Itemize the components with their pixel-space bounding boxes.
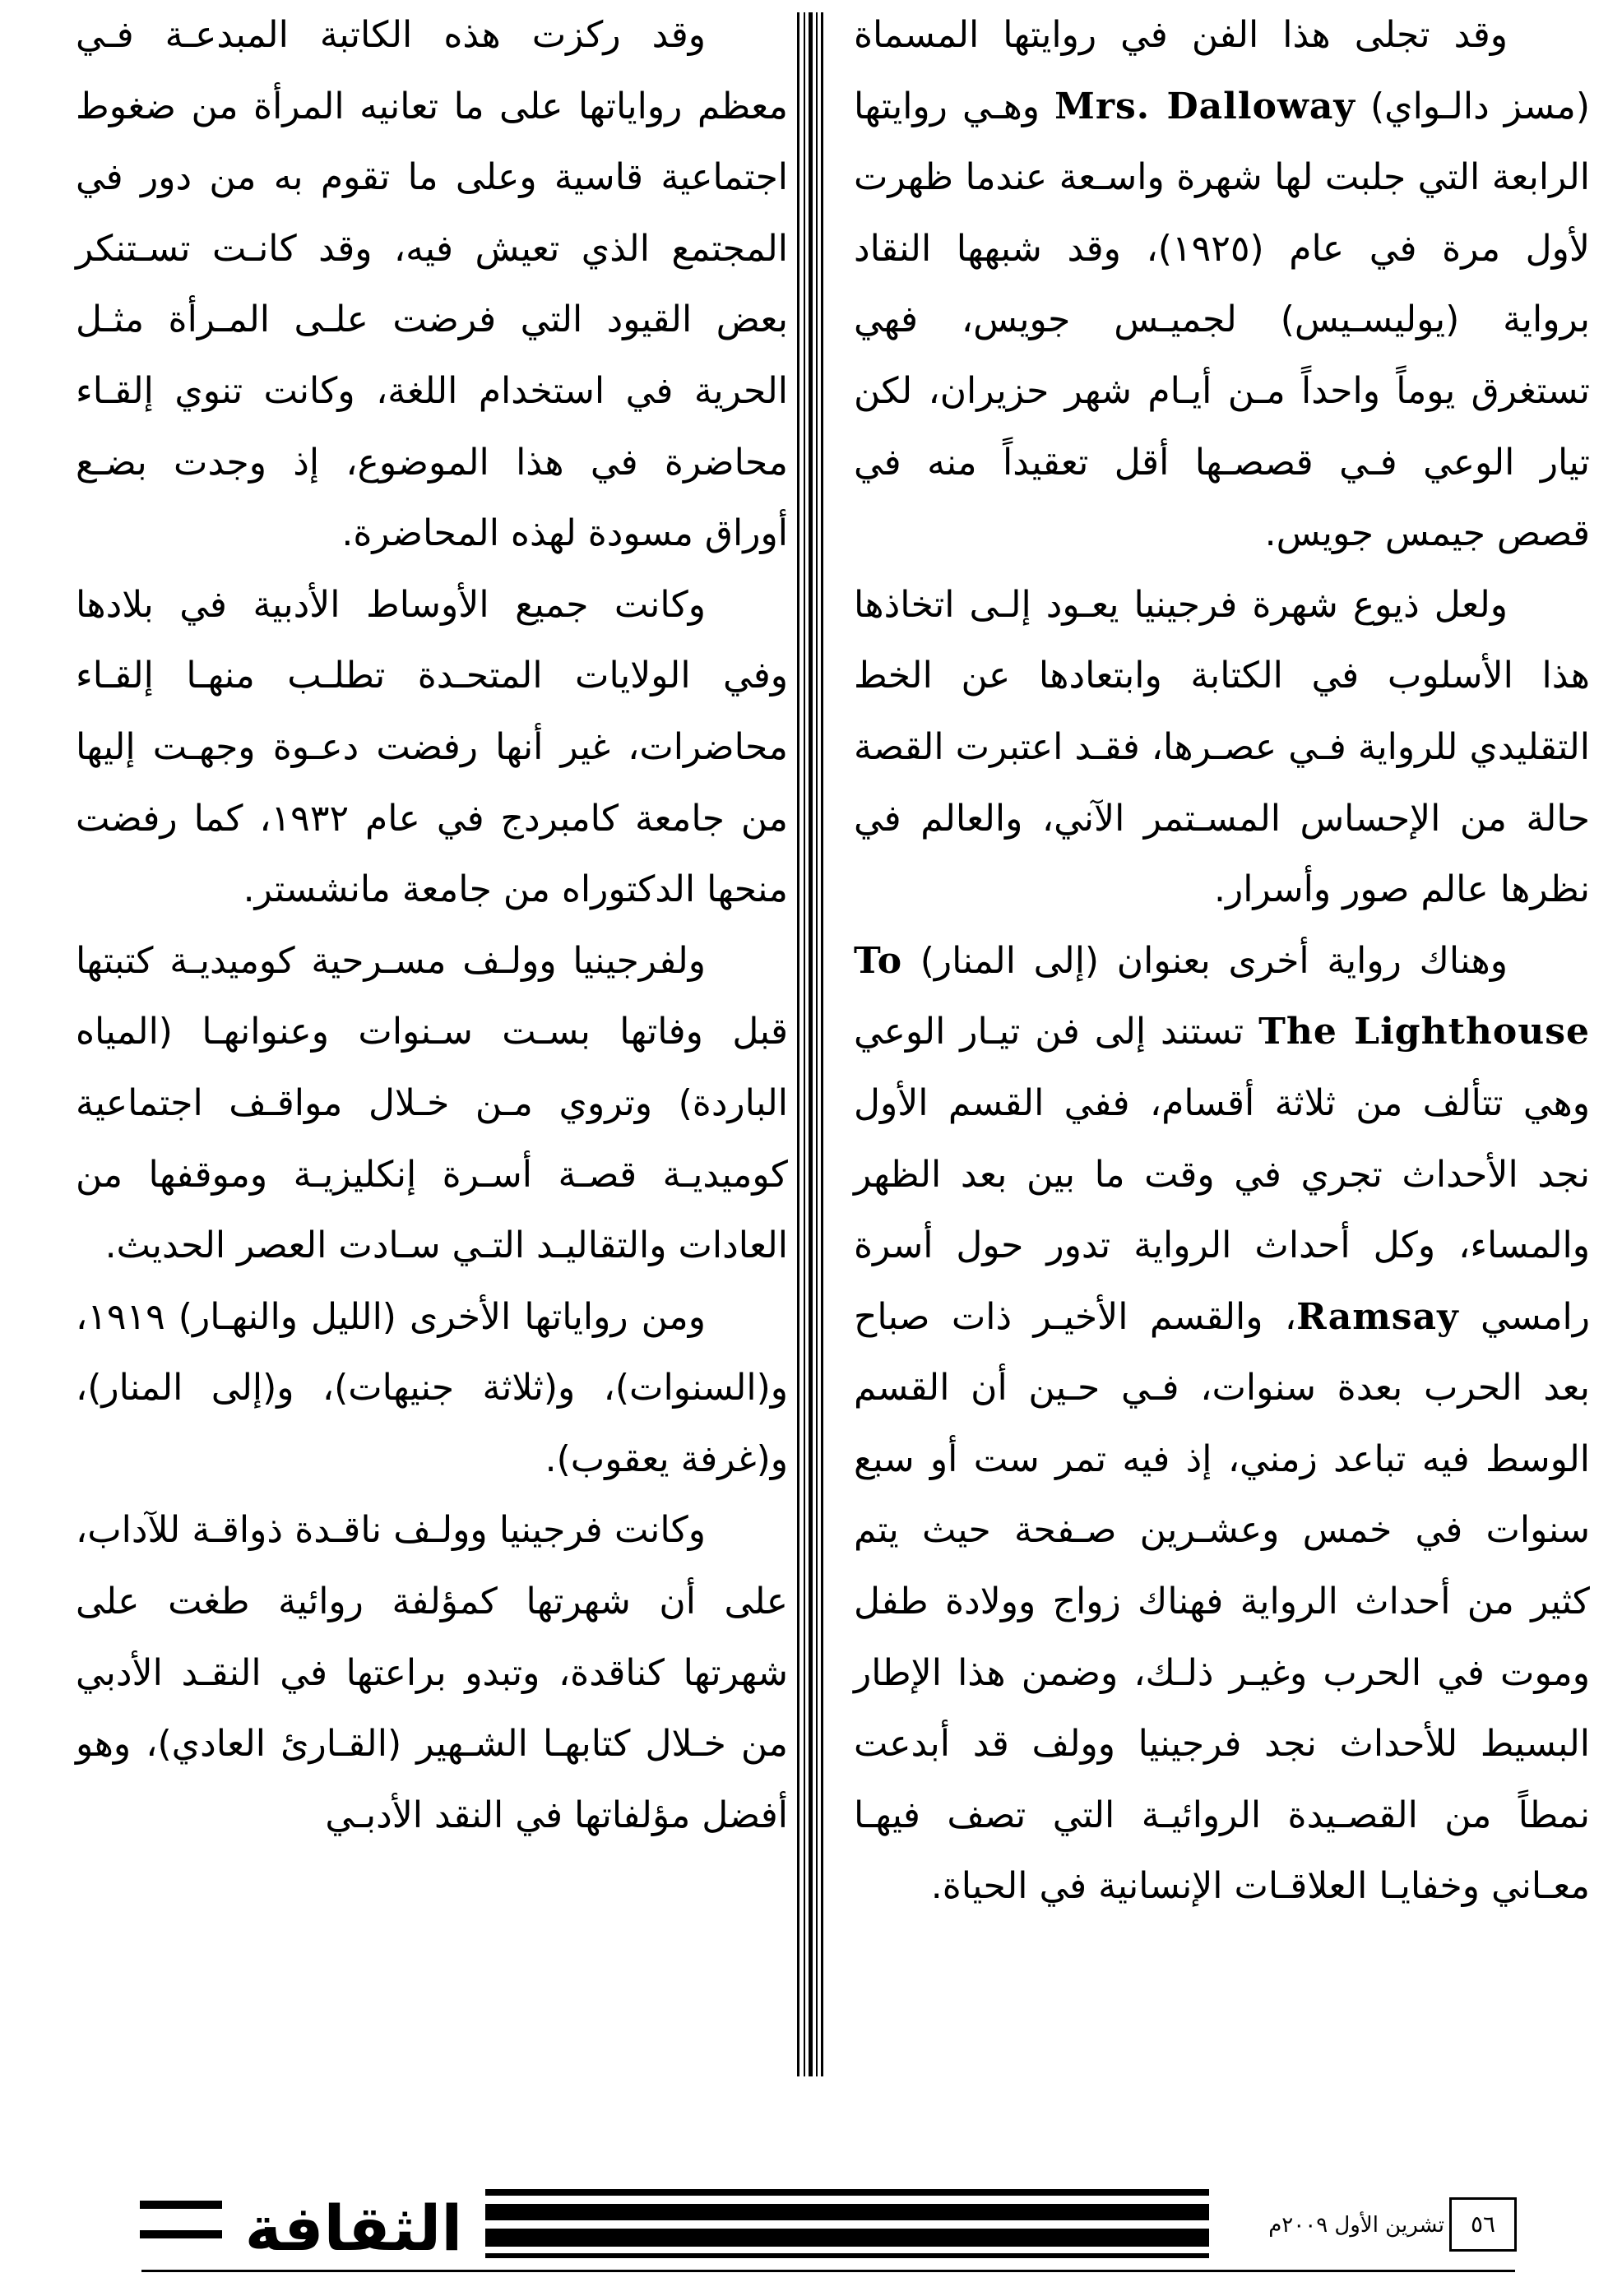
- left-text-column: [76, 0, 788, 2089]
- latin-title: Mrs. Dalloway: [1054, 85, 1356, 127]
- latin-title: Ramsay: [1296, 1295, 1459, 1338]
- page-footer: [0, 2138, 1622, 2296]
- right-text-column: [854, 0, 1590, 2089]
- page-number: ٥٦: [1449, 2197, 1517, 2252]
- paragraph: [76, 570, 788, 926]
- paragraph: [76, 0, 788, 570]
- footer-rule-3: [485, 2229, 1209, 2247]
- footer-rule-2: [485, 2204, 1209, 2220]
- paragraph-text: وكانت جميع الأوساط الأدبية في بلادها وفي الولايات المتحـدة تطلـب منهـا إلقـاء محاضرات، غير أنها رفضت دعـوة وجهـت إليها من جامعة كامبردج في عام ١٩٣٢، كما رفضت منحها الدكتوراه من جامعة مانشستر.: [76, 583, 788, 911]
- paragraph-text: ولفرجينيا وولـف مسـرحية كوميديـة كتبتها قبل وفاتها بسـت سـنوات وعنوانهـا (المياه الباردة) وتروي مـن خـلال مواقـف اجتماعية كوميديـة قصـة أسـرة إنكليزيـة وموقفها من العادات والتقاليـد التـي سـادت العصر الحديث.: [76, 939, 788, 1267]
- footer-left-bar-top: [140, 2201, 222, 2209]
- latin-title: To The Lighthouse: [854, 939, 1590, 1053]
- paragraph-text: وقد تجلى هذا الفن في روايتها المسماة (مسز دالـواي): [854, 14, 1590, 127]
- paragraph-text: وهـي روايتها الرابعة التي جلبت لها شهرة واسـعة عندما ظهرت لأول مرة في عام (١٩٢٥)، وقد شبهها النقاد برواية (يوليسـيس) لجميـس جويس، فهي تستغرق يوماً واحداً مـن أيـام شهر حزيران، لكن تيار الوعي فـي قصصـها أقل تعقيداً منه في قصص جيمس جويس.: [854, 85, 1590, 555]
- footer-rule-4: [485, 2253, 1209, 2258]
- paragraph: [76, 1282, 788, 1496]
- paragraph-text: وقد ركزت هذه الكاتبة المبدعـة فـي معظم رواياتها على ما تعانيه المرأة من ضغوط اجتماعية قاسية وعلى ما تقوم به من دور في المجتمع الذي تعيش فيه، وقد كانـت تسـتنكر بعض القيود التي فرضت علـى المـرأة مثـل الحرية في استخدام اللغة، وكانت تنوي إلقـاء محاضرة في هذا الموضوع، إذ وجدت بضـع أوراق مسودة لهذه المحاضرة.: [76, 14, 788, 555]
- paragraph: [854, 0, 1590, 570]
- footer-bottom-rule: [141, 2270, 1515, 2272]
- magazine-masthead: الثقافة: [244, 2192, 463, 2265]
- paragraph-text: وكانت فرجينيا وولـف ناقـدة ذواقـة للآداب، على أن شهرتها كمؤلفة روائية طغت على شهرتها كناقدة، وتبدو براعتها في النقـد الأدبي من خـلال كتابهـا الشـهير (القـارئ العادي)، وهو أفضل مؤلفاتها في النقد الأدبـي: [76, 1509, 788, 1836]
- footer-left-bar-bottom: [140, 2230, 222, 2238]
- paragraph: [76, 926, 788, 1282]
- footer-rule-1: [485, 2189, 1209, 2196]
- paragraph-text: تستند إلى فن تيـار الوعي وهي تتألف من ثلاثة أقسام، ففي القسم الأول نجد الأحداث تجري في وقت ما بين بعد الظهر والمساء، وكل أحداث الرواية تدور حول أسرة رامسي: [854, 1011, 1591, 1338]
- paragraph-text: ولعل ذيوع شهرة فرجينيا يعـود إلـى اتخاذها هذا الأسلوب في الكتابة وابتعادها عن الخط التقليدي للرواية فـي عصـرها، فقـد اعتبرت القصة حالة من الإحساس المسـتمر الآني، والعالم في نظرها عالم صور وأسرار.: [854, 583, 1590, 911]
- paragraph-text: ومن رواياتها الأخرى (الليل والنهـار) ١٩١٩، و(السنوات)، و(ثلاثة جنيهات)، و(إلى المنار)، و(غرفة يعقوب).: [76, 1295, 788, 1480]
- paragraph-text: وهناك رواية أخرى بعنوان (إلى المنار): [902, 939, 1508, 982]
- paragraph: [76, 1495, 788, 1851]
- paragraph-text: ، والقسم الأخيـر ذات صباح بعد الحرب بعدة سنوات، فـي حـين أن القسم الوسط فيه تباعد زمني، إذ فيه تمر ست أو سبع سنوات في خمس وعشـرين صـفحة حيث يتم كثير من أحداث الرواية فهناك زواج وولادة طفل وموت في الحرب وغيـر ذلـك، وضمن هذا الإطار البسيط للأحداث نجد فرجينيا وولف قد أبدعت نمطاً من القصـيدة الروائيـة التي تصف فيهـا معـاني وخفايـا العلاقـات الإنسانية في الحياة.: [854, 1295, 1590, 1908]
- issue-date: تشرين الأول ٢٠٠٩م: [1268, 2213, 1444, 2238]
- paragraph: [854, 926, 1590, 1923]
- paragraph: [854, 570, 1590, 926]
- column-divider: [794, 12, 835, 2076]
